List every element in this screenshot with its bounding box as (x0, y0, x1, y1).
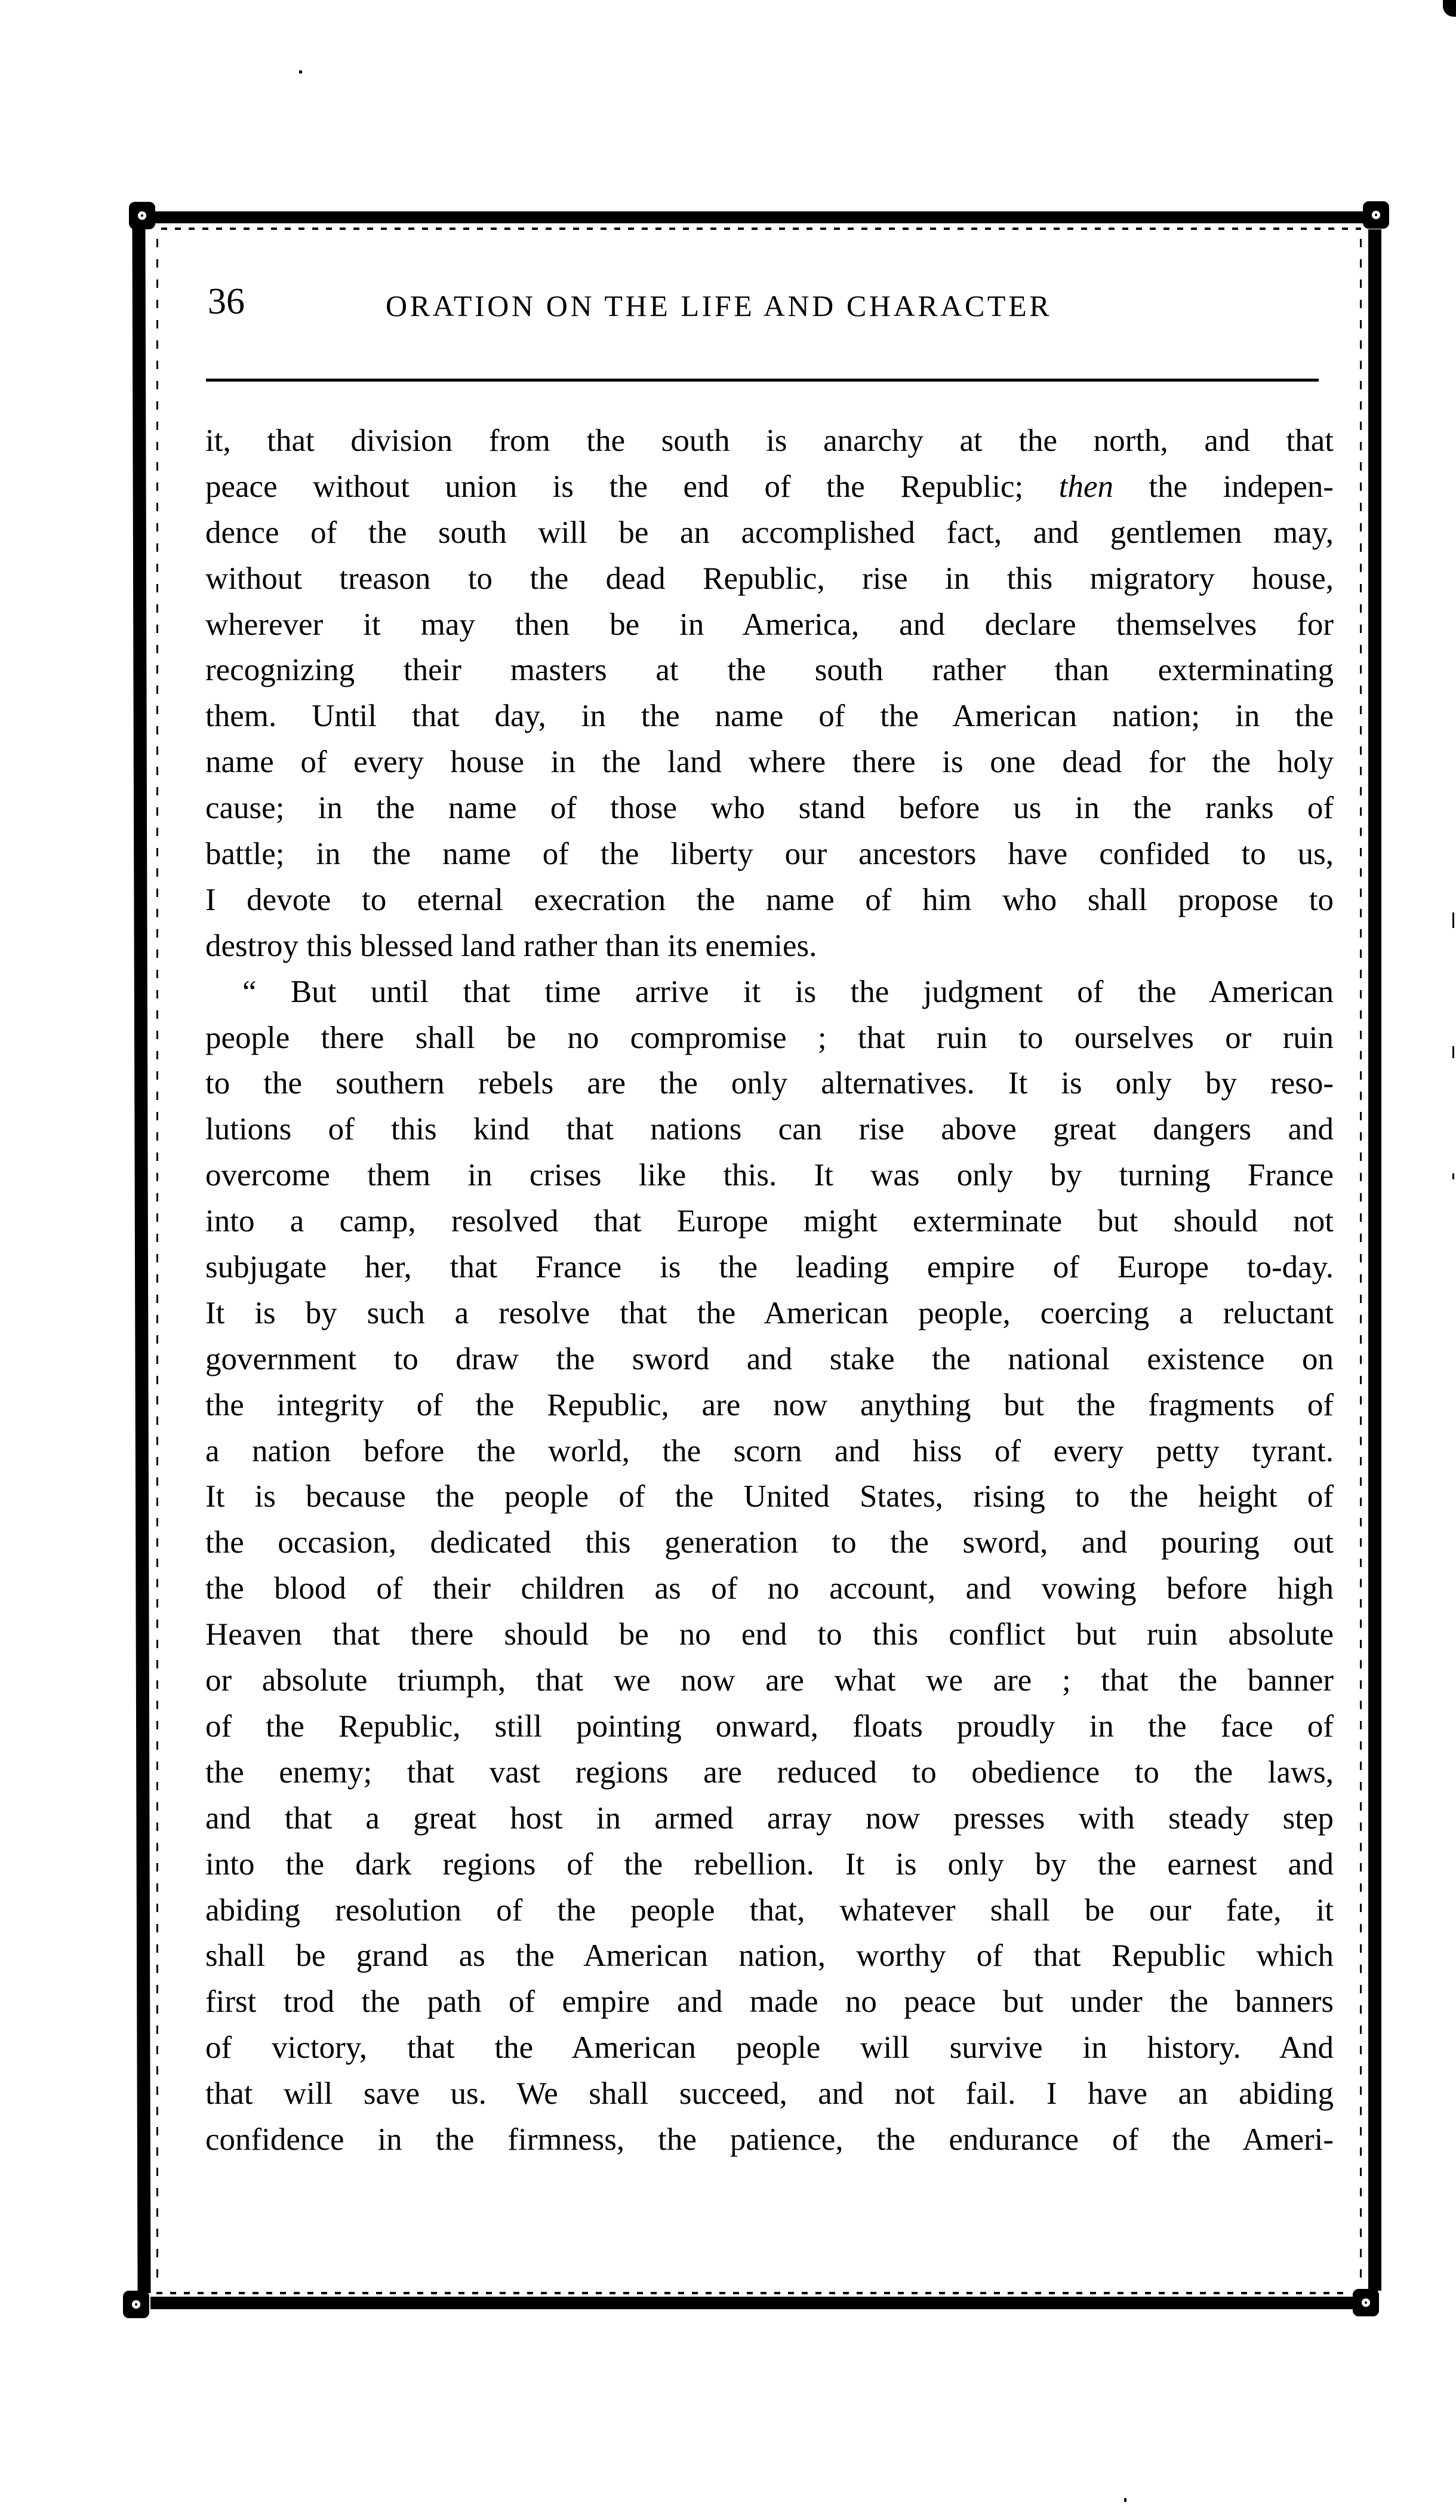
page-number: 36 (208, 281, 245, 322)
scan-mark (1452, 1046, 1454, 1058)
text-line: people there shall be no compromise ; that ruin to ourselves or ruin (205, 1020, 1334, 1055)
running-head (206, 281, 1319, 328)
text-line: government to draw the sword and stake the national existence on (205, 1341, 1334, 1376)
frame-bottom-bar (150, 2297, 1356, 2309)
text-line: a nation before the world, the scorn and hiss of every petty tyrant. (205, 1433, 1334, 1468)
text-line: “ But until that time arrive it is the judgment of the American (242, 974, 1334, 1009)
text-line: into the dark regions of the rebellion. It is only by the earnest and (205, 1846, 1334, 1882)
text-line: shall be grand as the American nation, worthy of that Republic which (205, 1938, 1334, 1974)
frame-right-dashed-rule (1360, 239, 1362, 2281)
text-line: the integrity of the Republic, are now anything but the fragments of (205, 1387, 1334, 1422)
text-line: subjugate her, that France is the leading empire of Europe to-day. (205, 1250, 1334, 1285)
text-line: Heaven that there should be no end to this conflict but ruin absolute (205, 1617, 1334, 1652)
text-line: without treason to the dead Republic, rise in this migratory house, (205, 561, 1334, 596)
scan-mark (1124, 2498, 1126, 2502)
frame-right-bar (1368, 229, 1381, 2291)
text-line: into a camp, resolved that Europe might exterminate but should not (205, 1204, 1334, 1239)
text-line: the occasion, dedicated this generation to the sword, and pouring out (205, 1525, 1334, 1560)
text-line: or absolute triumph, that we now are what we are ; that the banner (205, 1663, 1334, 1698)
paragraph (205, 969, 1334, 2163)
text-line: of victory, that the American people will survive in history. And (205, 2030, 1334, 2066)
text-line: dence of the south will be an accomplished fact, and gentlemen may, (205, 515, 1334, 550)
text-line: It is by such a resolve that the American people, coercing a reluctant (205, 1295, 1334, 1330)
scan-mark (1452, 912, 1454, 928)
body-text (205, 418, 1334, 2163)
text-line: name of every house in the land where there is one dead for the holy (205, 745, 1334, 780)
text-line: them. Until that day, in the name of the American nation; in the (205, 699, 1334, 734)
text-line: overcome them in crises like this. It was only by turning France (205, 1158, 1334, 1193)
text-span: peace without union is the end of the Republic; (205, 469, 1059, 504)
scan-mark (1443, 0, 1456, 17)
text-line: I devote to eternal execration the name of him who shall propose to (205, 882, 1334, 917)
frame-left-bar (132, 228, 150, 2293)
text-line: confidence in the firmness, the patience, the endurance of the Ameri- (205, 2122, 1334, 2157)
text-line: destroy this blessed land rather than its enemies. (205, 928, 817, 963)
text-line: wherever it may then be in America, and declare themselves for (205, 607, 1334, 642)
scan-mark (1452, 1173, 1454, 1179)
text-line: recognizing their masters at the south rather than exterminating (205, 653, 1334, 688)
text-span: the indepen- (1113, 469, 1334, 504)
text-line: to the southern rebels are the only alternatives. It is only by reso- (205, 1066, 1334, 1101)
frame-bottom-dashed-rule (156, 2292, 1350, 2294)
text-line: battle; in the name of the liberty our ancestors have confided to us, (205, 837, 1334, 872)
text-line: lutions of this kind that nations can rise above great dangers and (205, 1112, 1334, 1147)
frame-left-dashed-rule (156, 239, 158, 2281)
text-line: abiding resolution of the people that, whatever shall be our fate, it (205, 1892, 1334, 1928)
text-line: cause; in the name of those who stand before us in the ranks of (205, 791, 1334, 826)
text-line: it, that division from the south is anarchy at the north, and that (205, 423, 1334, 458)
corner-ornament-icon (1363, 201, 1389, 229)
corner-ornament-icon (129, 202, 155, 229)
frame-top-bar (154, 211, 1366, 223)
text-line (205, 464, 1334, 510)
corner-ornament-icon (1353, 2289, 1379, 2316)
running-head-title: ORATION ON THE LIFE AND CHARACTER (386, 289, 1052, 322)
corner-ornament-icon (123, 2291, 149, 2318)
text-line: and that a great host in armed array now presses with steady step (205, 1800, 1334, 1836)
text-line: the enemy; that vast regions are reduced to obedience to the laws, (205, 1754, 1334, 1790)
text-line: of the Republic, still pointing onward, floats proudly in the face of (205, 1708, 1334, 1744)
text-line: It is because the people of the United States, rising to the height of (205, 1479, 1334, 1514)
scan-mark (299, 70, 302, 73)
header-rule (206, 379, 1319, 382)
text-line: that will save us. We shall succeed, and not fail. I have an abiding (205, 2076, 1334, 2112)
paragraph (205, 418, 1334, 969)
text-line: first trod the path of empire and made no peace but under the banners (205, 1984, 1334, 2020)
frame-top-dashed-rule (161, 228, 1361, 230)
italic-emphasis: then (1058, 469, 1113, 504)
text-line: the blood of their children as of no account, and vowing before high (205, 1571, 1334, 1606)
